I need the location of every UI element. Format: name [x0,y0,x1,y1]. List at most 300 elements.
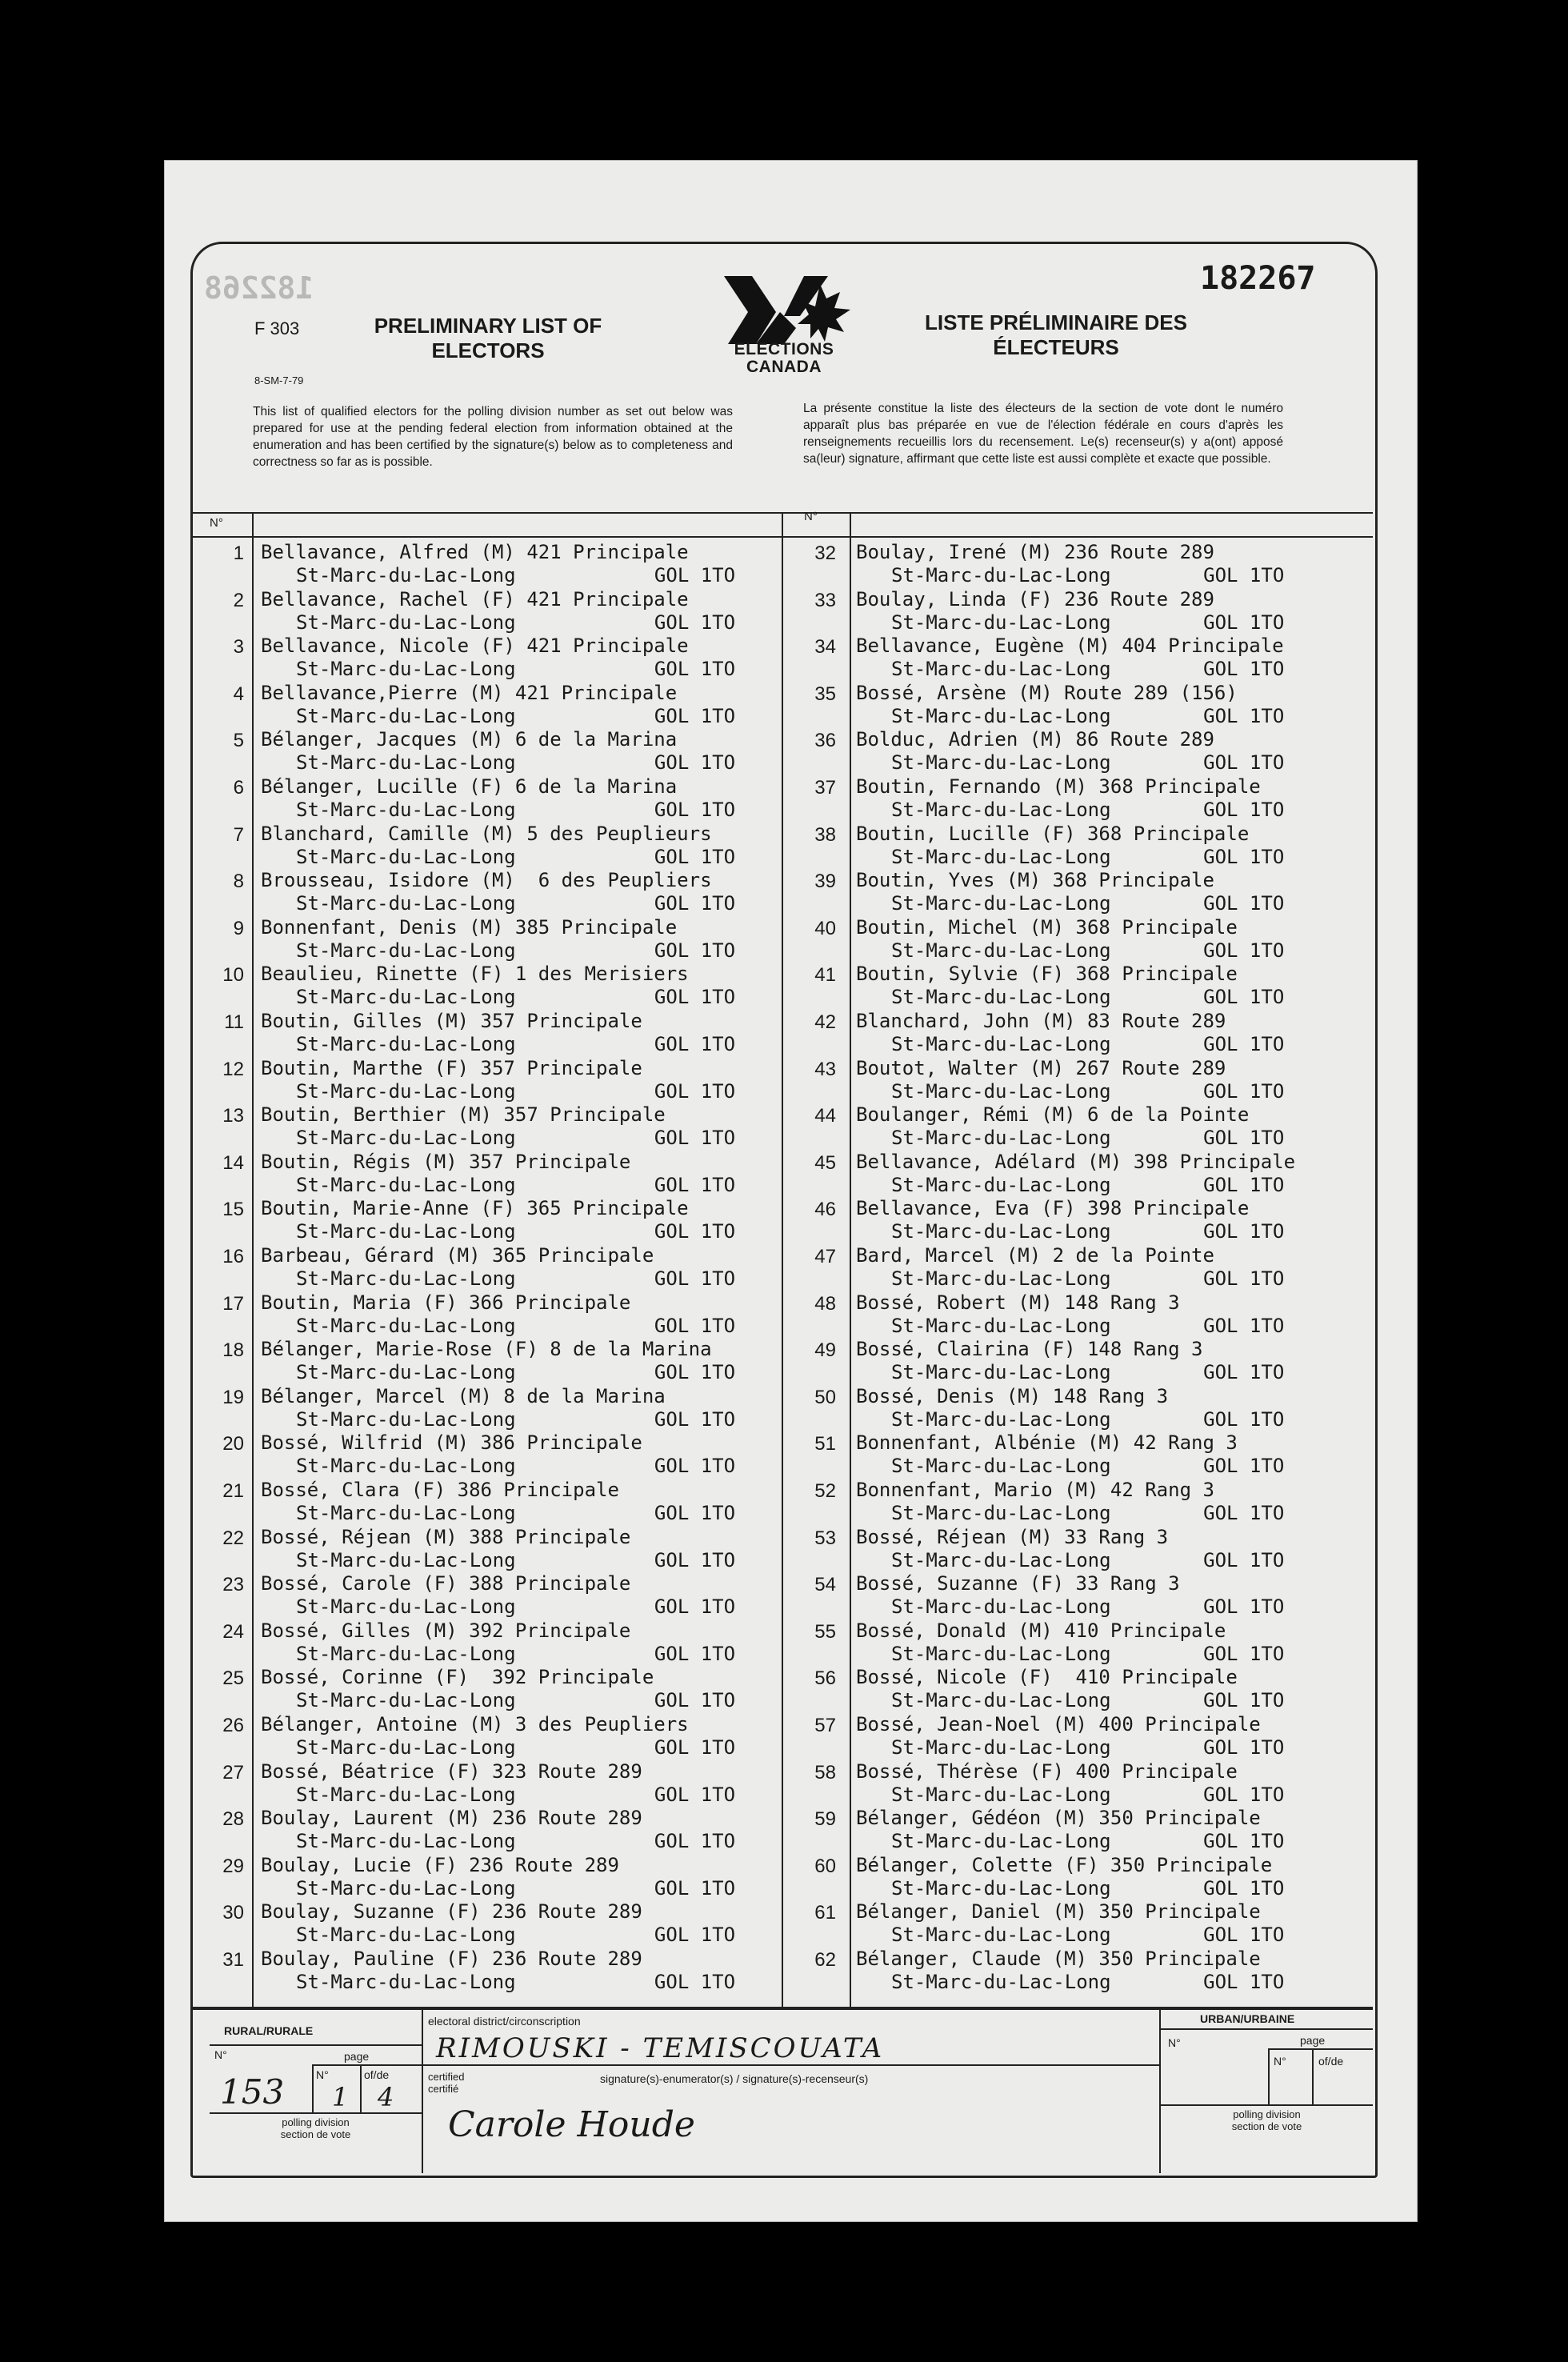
elector-number: 6 [233,777,244,799]
elector-number: 44 [814,1105,836,1127]
elector-number: 15 [222,1199,244,1221]
urban-page-rule [1268,2048,1373,2050]
elector-locality-postal: St-Marc-du-Lac-Long GOL 1TO [891,892,1285,915]
elector-locality-postal: St-Marc-du-Lac-Long GOL 1TO [296,1876,736,1900]
elector-name-address: Bélanger, Lucille (F) 6 de la Marina [261,775,678,798]
elector-locality-postal: St-Marc-du-Lac-Long GOL 1TO [891,564,1285,586]
rural-page-mid-rule [360,2064,362,2112]
document-number: 182267 [1200,260,1316,297]
elector-entry [261,1291,735,1338]
elector-entry [856,1479,1284,1525]
elector-locality-postal: St-Marc-du-Lac-Long GOL 1TO [296,1267,736,1290]
rural-polling-label [210,2116,422,2140]
elector-locality-postal: St-Marc-du-Lac-Long GOL 1TO [891,658,1285,681]
elector-name-address: Boulay, Lucie (F) 236 Route 289 [261,1853,619,1876]
elector-locality-postal: St-Marc-du-Lac-Long GOL 1TO [296,751,736,775]
elector-name-address: Bolduc, Adrien (M) 86 Route 289 [856,728,1214,751]
elector-number: 18 [222,1339,244,1362]
elector-entry [261,775,735,822]
elector-name-address: Boutin, Régis (M) 357 Principale [261,1150,631,1173]
left-number-header: N° [210,516,223,530]
right-number-column-rule [850,512,851,2007]
elector-entry [856,1900,1284,1947]
rural-rule [210,2044,422,2046]
elector-entry [261,1338,735,1384]
elector-name-address: Bossé, Donald (M) 410 Principale [856,1619,1226,1642]
elector-entry [856,916,1284,963]
elector-locality-postal: St-Marc-du-Lac-Long GOL 1TO [891,751,1285,775]
elector-locality-postal: St-Marc-du-Lac-Long GOL 1TO [891,1548,1285,1571]
signature-label: signature(s)-enumerator(s) / signature(s)-recenseur(s) [600,2072,869,2085]
elector-entry [856,1431,1284,1478]
elector-locality-postal: St-Marc-du-Lac-Long GOL 1TO [296,1455,736,1478]
elector-entry [856,1385,1284,1431]
urban-rule [1161,2028,1373,2030]
district-rule [423,2064,1159,2066]
certified-label [428,2071,465,2095]
title-english-line-2: ELECTORS [431,338,545,362]
rural-right-rule [422,2008,423,2173]
elector-number: 23 [222,1574,244,1596]
elector-name-address: Boulay, Laurent (M) 236 Route 289 [261,1807,642,1830]
urban-label: URBAN/URBAINE [1200,2012,1295,2025]
elector-locality-postal: St-Marc-du-Lac-Long GOL 1TO [891,1595,1285,1619]
elector-entry [261,1197,735,1243]
elector-entry [856,588,1284,635]
rural-page-label: page [344,2050,370,2063]
rural-page-left-rule [312,2064,314,2112]
rural-page-of-label: of/de [364,2068,390,2081]
urban-bottom-rule [1161,2104,1373,2106]
elector-name-address: Bellavance, Eva (F) 398 Principale [856,1197,1250,1220]
elector-number: 35 [814,683,836,705]
elector-entry [261,1619,735,1666]
elector-number: 45 [814,1151,836,1174]
elector-number: 34 [814,636,836,659]
elector-entry [856,1713,1284,1759]
elector-locality-postal: St-Marc-du-Lac-Long GOL 1TO [296,611,736,634]
elector-name-address: Boulay, Suzanne (F) 236 Route 289 [261,1900,642,1924]
elector-entry [261,1760,735,1807]
elector-name-address: Bossé, Robert (M) 148 Rang 3 [856,1291,1180,1314]
elector-number: 37 [814,777,836,799]
elector-name-address: Bossé, Réjean (M) 388 Principale [261,1525,631,1548]
elector-locality-postal: St-Marc-du-Lac-Long GOL 1TO [296,1502,736,1524]
elector-name-address: Bellavance, Rachel (F) 421 Principale [261,587,689,611]
rural-polling-label-line-1: polling division [282,2116,350,2128]
elector-entry [856,1948,1284,1994]
elector-entry [856,541,1284,587]
elector-locality-postal: St-Marc-du-Lac-Long GOL 1TO [891,611,1285,634]
elector-name-address: Bossé, Suzanne (F) 33 Rang 3 [856,1572,1180,1595]
elector-number: 26 [222,1715,244,1736]
elector-entry [261,1151,735,1197]
elector-number: 31 [222,1949,244,1971]
logo-text-line-1: ELECTIONS [734,340,834,358]
elector-locality-postal: St-Marc-du-Lac-Long GOL 1TO [891,1173,1285,1196]
elector-name-address: Bossé, Gilles (M) 392 Principale [261,1619,631,1642]
elector-name-address: Bellavance, Alfred (M) 421 Principale [261,541,689,563]
elector-locality-postal: St-Marc-du-Lac-Long GOL 1TO [296,1642,736,1665]
elector-locality-postal: St-Marc-du-Lac-Long GOL 1TO [296,1314,736,1337]
elector-locality-postal: St-Marc-du-Lac-Long GOL 1TO [296,939,736,962]
elector-name-address: Bossé, Thérèse (F) 400 Principale [856,1759,1238,1783]
urban-no-label: N° [1168,2036,1181,2049]
elector-name-address: Boutin, Lucille (F) 368 Principale [856,822,1250,845]
elector-number: 43 [814,1058,836,1080]
elector-entry [261,682,735,728]
elector-locality-postal: St-Marc-du-Lac-Long GOL 1TO [891,1079,1285,1103]
elector-entry [856,1666,1284,1712]
rural-page-rule [312,2064,422,2066]
form-revision: 8-SM-7-79 [254,374,304,386]
elector-number: 58 [814,1761,836,1784]
elector-locality-postal: St-Marc-du-Lac-Long GOL 1TO [891,845,1285,868]
elector-entry [856,1244,1284,1291]
elector-entry [261,1807,735,1853]
elector-entry [261,728,735,775]
elector-locality-postal: St-Marc-du-Lac-Long GOL 1TO [296,1830,736,1853]
elector-entry [856,1057,1284,1103]
elector-name-address: Bossé, Béatrice (F) 323 Route 289 [261,1759,642,1783]
elector-locality-postal: St-Marc-du-Lac-Long GOL 1TO [891,986,1285,1009]
elector-locality-postal: St-Marc-du-Lac-Long GOL 1TO [891,1267,1285,1290]
elector-number: 24 [222,1620,244,1643]
rural-bottom-rule [210,2112,422,2114]
elector-locality-postal: St-Marc-du-Lac-Long GOL 1TO [296,1971,736,1993]
rural-no-label: N° [214,2048,227,2061]
enumerator-signature: Carole Houde [448,2104,695,2145]
elector-number: 62 [814,1949,836,1971]
rural-page-number: 1 [332,2082,349,2112]
elector-number: 10 [222,964,244,987]
title-french [904,310,1208,360]
elector-entry [261,1385,735,1431]
right-number-header: N° [804,510,818,523]
elector-entry [261,1244,735,1291]
elector-entry [856,963,1284,1009]
elector-name-address: Blanchard, Camille (M) 5 des Peuplieurs [261,822,712,845]
elector-entry [261,869,735,915]
elector-entry [261,1431,735,1478]
elector-locality-postal: St-Marc-du-Lac-Long GOL 1TO [891,1642,1285,1665]
elector-entry [856,728,1284,775]
elector-locality-postal: St-Marc-du-Lac-Long GOL 1TO [891,1314,1285,1337]
elector-number: 51 [814,1433,836,1455]
elector-entry [856,1572,1284,1619]
elector-locality-postal: St-Marc-du-Lac-Long GOL 1TO [296,1736,736,1759]
certified-label-line-1: certified [428,2071,465,2083]
elector-locality-postal: St-Marc-du-Lac-Long GOL 1TO [891,1220,1285,1243]
rural-page-no-label: N° [316,2068,329,2081]
elector-entry [261,1900,735,1947]
elector-entry [261,1526,735,1572]
elector-entry [856,823,1284,869]
elector-name-address: Boulay, Irené (M) 236 Route 289 [856,541,1214,563]
elector-name-address: Boutin, Yves (M) 368 Principale [856,869,1214,892]
elector-entry [261,541,735,587]
urban-page-label: page [1300,2034,1326,2047]
elector-entry [261,1948,735,1994]
elector-number: 14 [222,1151,244,1174]
elector-name-address: Bellavance, Nicole (F) 421 Principale [261,635,689,658]
logo-text-line-2: CANADA [746,358,822,376]
elector-name-address: Bossé, Carole (F) 388 Principale [261,1572,631,1595]
elector-name-address: Bélanger, Daniel (M) 350 Principale [856,1900,1261,1924]
urban-page-left-rule [1268,2048,1270,2104]
elector-number: 16 [222,1246,244,1267]
district-value: RIMOUSKI - TEMISCOUATA [436,2032,885,2064]
elector-number: 30 [222,1902,244,1924]
elector-name-address: Blanchard, John (M) 83 Route 289 [856,1010,1226,1032]
elector-number: 56 [814,1667,836,1690]
elector-name-address: Bélanger, Gédéon (M) 350 Principale [856,1807,1261,1830]
urban-page-of-label: of/de [1318,2055,1344,2068]
elector-entry [856,1526,1284,1572]
elector-entry [261,635,735,681]
elector-number: 38 [814,823,836,846]
elector-locality-postal: St-Marc-du-Lac-Long GOL 1TO [891,1783,1285,1806]
elector-number: 2 [233,589,244,611]
elector-locality-postal: St-Marc-du-Lac-Long GOL 1TO [891,1455,1285,1478]
elector-name-address: Boulay, Pauline (F) 236 Route 289 [261,1948,642,1970]
elector-locality-postal: St-Marc-du-Lac-Long GOL 1TO [891,1830,1285,1853]
elector-name-address: Bellavance, Adélard (M) 398 Principale [856,1150,1296,1173]
elector-number: 55 [814,1620,836,1643]
elector-entry [856,1010,1284,1056]
elector-name-address: Boulanger, Rémi (M) 6 de la Pointe [856,1103,1250,1127]
elector-number: 27 [222,1761,244,1784]
elector-locality-postal: St-Marc-du-Lac-Long GOL 1TO [296,564,736,586]
elector-number: 7 [233,823,244,846]
elector-name-address: Barbeau, Gérard (M) 365 Principale [261,1244,654,1267]
elector-name-address: Bossé, Nicole (F) 410 Principale [856,1666,1238,1689]
elector-name-address: Bélanger, Jacques (M) 6 de la Marina [261,728,678,751]
footer-top-rule [190,2007,1373,2008]
elector-locality-postal: St-Marc-du-Lac-Long GOL 1TO [891,799,1285,821]
elector-locality-postal: St-Marc-du-Lac-Long GOL 1TO [296,986,736,1009]
elector-locality-postal: St-Marc-du-Lac-Long GOL 1TO [296,1407,736,1431]
title-english-line-1: PRELIMINARY LIST OF [374,314,602,338]
elector-locality-postal: St-Marc-du-Lac-Long GOL 1TO [891,1971,1285,1993]
elector-name-address: Boutin, Fernando (M) 368 Principale [856,775,1261,798]
elector-locality-postal: St-Marc-du-Lac-Long GOL 1TO [891,1127,1285,1150]
elector-name-address: Bossé, Denis (M) 148 Rang 3 [856,1384,1169,1407]
elector-number: 36 [814,730,836,752]
urban-polling-label-line-1: polling division [1233,2108,1301,2120]
elector-name-address: Boutin, Marie-Anne (F) 365 Principale [261,1197,689,1220]
elector-locality-postal: St-Marc-du-Lac-Long GOL 1TO [296,658,736,681]
elector-name-address: Bossé, Clairina (F) 148 Rang 3 [856,1338,1203,1361]
rural-polling-number: 153 [220,2072,285,2112]
elector-number: 20 [222,1433,244,1455]
elector-name-address: Bélanger, Marie-Rose (F) 8 de la Marina [261,1338,712,1361]
elector-number: 41 [814,964,836,987]
elector-number: 60 [814,1855,836,1877]
elector-number: 17 [222,1292,244,1315]
elector-locality-postal: St-Marc-du-Lac-Long GOL 1TO [296,845,736,868]
elector-number: 46 [814,1199,836,1221]
elector-entry [261,1666,735,1712]
elector-name-address: Boutot, Walter (M) 267 Route 289 [856,1056,1226,1079]
elector-number: 48 [814,1292,836,1315]
intro-french: La présente constitue la liste des électeurs de la section de vote dont le numéro apparaît plus bas préparée en vue de l'élection fédérale en cours d'après les renseignements recueillis lors du recensement. Le(s) recenseur(s) y a(ont) apposé sa(leur) signature, affirmant que cette liste est aussi complète et exacte que possible. [803,402,1283,466]
elector-number: 59 [814,1808,836,1831]
title-french-line-1: LISTE PRÉLIMINAIRE DES [925,310,1187,334]
elector-entry [856,635,1284,681]
elector-entry [261,1854,735,1900]
elector-entry [856,1338,1284,1384]
elector-number: 39 [814,871,836,893]
elector-name-address: Bélanger, Claude (M) 350 Principale [856,1948,1261,1970]
elector-entry [856,1854,1284,1900]
elector-locality-postal: St-Marc-du-Lac-Long GOL 1TO [296,1595,736,1619]
elector-name-address: Bossé, Clara (F) 386 Principale [261,1479,619,1501]
elector-locality-postal: St-Marc-du-Lac-Long GOL 1TO [891,1876,1285,1900]
elector-entry [261,588,735,635]
elector-number: 32 [814,542,836,564]
elector-name-address: Bossé, Arsène (M) Route 289 (156) [856,681,1238,704]
elector-name-address: Brousseau, Isidore (M) 6 des Peupliers [261,869,712,892]
elector-locality-postal: St-Marc-du-Lac-Long GOL 1TO [891,1502,1285,1524]
elector-name-address: Boutin, Michel (M) 368 Principale [856,915,1238,939]
elector-number: 47 [814,1246,836,1267]
elector-number: 3 [233,636,244,659]
elector-locality-postal: St-Marc-du-Lac-Long GOL 1TO [891,1361,1285,1384]
elector-number: 13 [222,1105,244,1127]
elector-entry [261,1479,735,1525]
title-french-line-2: ÉLECTEURS [993,335,1119,359]
elector-name-address: Bélanger, Marcel (M) 8 de la Marina [261,1384,666,1407]
elector-number: 29 [222,1855,244,1877]
title-english [352,314,624,363]
elector-entry [261,1103,735,1150]
center-column-rule [782,512,783,2007]
elector-locality-postal: St-Marc-du-Lac-Long GOL 1TO [891,1407,1285,1431]
elector-entry [856,1619,1284,1666]
rural-page-total: 4 [378,2082,394,2112]
elector-number: 50 [814,1386,836,1408]
elector-number: 61 [814,1902,836,1924]
elector-number: 21 [222,1480,244,1502]
urban-polling-label-line-2: section de vote [1231,2120,1302,2132]
urban-page-no-label: N° [1274,2055,1286,2068]
elector-name-address: Bossé, Réjean (M) 33 Rang 3 [856,1525,1169,1548]
elector-number: 8 [233,871,244,893]
elector-entry [856,1103,1284,1150]
elector-name-address: Boutin, Berthier (M) 357 Principale [261,1103,666,1127]
elector-number: 52 [814,1480,836,1502]
certified-label-line-2: certifié [428,2083,459,2095]
elector-name-address: Bélanger, Colette (F) 350 Principale [856,1853,1273,1876]
elector-entry [856,775,1284,822]
urban-polling-label [1161,2108,1373,2132]
urban-left-rule [1159,2008,1161,2173]
elector-locality-postal: St-Marc-du-Lac-Long GOL 1TO [296,1924,736,1947]
elector-locality-postal: St-Marc-du-Lac-Long GOL 1TO [296,1127,736,1150]
elector-locality-postal: St-Marc-du-Lac-Long GOL 1TO [296,799,736,821]
elector-number: 53 [814,1527,836,1549]
elector-number: 9 [233,917,244,939]
elector-number: 57 [814,1715,836,1736]
elector-entry [856,1151,1295,1197]
elector-name-address: Boulay, Linda (F) 236 Route 289 [856,587,1214,611]
elector-number: 12 [222,1058,244,1080]
elector-entry [856,1291,1284,1338]
elector-locality-postal: St-Marc-du-Lac-Long GOL 1TO [891,1689,1285,1712]
elector-entry [856,1197,1284,1243]
elector-entry [856,1807,1284,1853]
elector-entry [856,869,1284,915]
elector-number: 40 [814,917,836,939]
elector-number: 4 [233,683,244,705]
elector-locality-postal: St-Marc-du-Lac-Long GOL 1TO [296,1689,736,1712]
elector-entry [261,916,735,963]
rural-polling-label-line-2: section de vote [280,2128,351,2140]
elector-locality-postal: St-Marc-du-Lac-Long GOL 1TO [296,892,736,915]
elector-number: 11 [224,1011,244,1033]
elector-name-address: Bélanger, Antoine (M) 3 des Peupliers [261,1713,689,1735]
elector-name-address: Bellavance, Eugène (M) 404 Principale [856,635,1284,658]
elector-name-address: Bossé, Wilfrid (M) 386 Principale [261,1431,642,1455]
elector-name-address: Bossé, Jean-Noel (M) 400 Principale [856,1713,1261,1735]
elector-entry [261,1713,735,1759]
elector-locality-postal: St-Marc-du-Lac-Long GOL 1TO [296,704,736,727]
elector-locality-postal: St-Marc-du-Lac-Long GOL 1TO [891,1736,1285,1759]
elector-number: 5 [233,730,244,752]
elector-name-address: Bonnenfant, Albénie (M) 42 Rang 3 [856,1431,1238,1455]
elector-name-address: Bonnenfant, Mario (M) 42 Rang 3 [856,1479,1214,1501]
district-label: electoral district/circonscription [428,2015,581,2028]
elector-locality-postal: St-Marc-du-Lac-Long GOL 1TO [296,1033,736,1055]
elector-name-address: Bossé, Corinne (F) 392 Principale [261,1666,654,1689]
elector-number: 25 [222,1667,244,1690]
elector-name-address: Boutin, Maria (F) 366 Principale [261,1291,631,1314]
intro-english: This list of qualified electors for the polling division number as set out below was prepared for use at the pending federal election from information obtained at the enumeration and has been certified by the signature(s) below as to completeness and correctness so far as is possible. [253,405,733,469]
elector-number: 1 [233,542,244,564]
elector-locality-postal: St-Marc-du-Lac-Long GOL 1TO [891,1924,1285,1947]
elector-number: 33 [814,589,836,611]
elector-number: 54 [814,1574,836,1596]
elector-locality-postal: St-Marc-du-Lac-Long GOL 1TO [296,1173,736,1196]
rural-label: RURAL/RURALE [224,2024,314,2037]
elector-number: 19 [222,1386,244,1408]
elector-entry [261,1057,735,1103]
elector-locality-postal: St-Marc-du-Lac-Long GOL 1TO [296,1079,736,1103]
elector-locality-postal: St-Marc-du-Lac-Long GOL 1TO [891,1033,1285,1055]
elector-number: 28 [222,1808,244,1831]
elector-entry [856,682,1284,728]
form-code: F 303 [254,318,300,338]
elector-locality-postal: St-Marc-du-Lac-Long GOL 1TO [296,1361,736,1384]
urban-page-mid-rule [1312,2048,1314,2104]
elector-locality-postal: St-Marc-du-Lac-Long GOL 1TO [296,1783,736,1806]
elector-locality-postal: St-Marc-du-Lac-Long GOL 1TO [296,1220,736,1243]
elector-number: 22 [222,1527,244,1549]
elector-name-address: Bard, Marcel (M) 2 de la Pointe [856,1244,1214,1267]
left-number-column-rule [252,512,254,2007]
elector-locality-postal: St-Marc-du-Lac-Long GOL 1TO [891,939,1285,962]
elector-name-address: Boutin, Marthe (F) 357 Principale [261,1056,642,1079]
elector-name-address: Bonnenfant, Denis (M) 385 Principale [261,915,678,939]
elector-entry [261,823,735,869]
elector-name-address: Bellavance,Pierre (M) 421 Principale [261,681,678,704]
elector-number: 42 [814,1011,836,1033]
elector-name-address: Boutin, Sylvie (F) 368 Principale [856,963,1238,986]
elector-name-address: Beaulieu, Rinette (F) 1 des Merisiers [261,963,689,986]
elector-entry [856,1760,1284,1807]
elector-number: 49 [814,1339,836,1362]
